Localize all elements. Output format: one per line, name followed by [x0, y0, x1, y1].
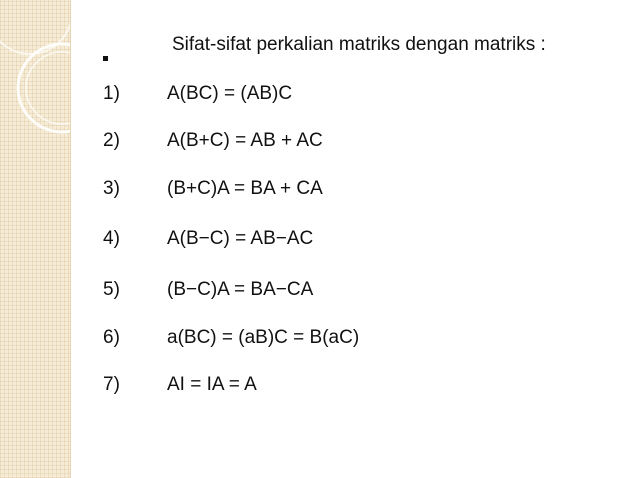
slide-heading: Sifat-sifat perkalian matriks dengan matriks :: [172, 34, 546, 55]
item-formula: a(BC) = (aB)C = B(aC): [167, 327, 360, 348]
item-number: 2): [103, 130, 120, 151]
item-number: 3): [103, 178, 120, 199]
item-formula: AI = IA = A: [167, 374, 257, 395]
item-formula: (B+C)A = BA + CA: [167, 178, 323, 199]
item-number: 4): [103, 228, 120, 249]
item-number: 1): [103, 83, 120, 104]
item-number: 6): [103, 327, 120, 348]
panel-divider: [70, 0, 71, 478]
item-formula: (B−C)A = BA−CA: [167, 279, 314, 300]
bullet-marker: [103, 56, 108, 61]
item-number: 5): [103, 279, 120, 300]
item-formula: A(BC) = (AB)C: [167, 83, 293, 104]
circle-ornament-icon: [0, 0, 70, 200]
decorative-side-panel: [0, 0, 70, 478]
item-formula: A(B−C) = AB−AC: [167, 228, 314, 249]
item-formula: A(B+C) = AB + AC: [167, 130, 323, 151]
item-number: 7): [103, 374, 120, 395]
